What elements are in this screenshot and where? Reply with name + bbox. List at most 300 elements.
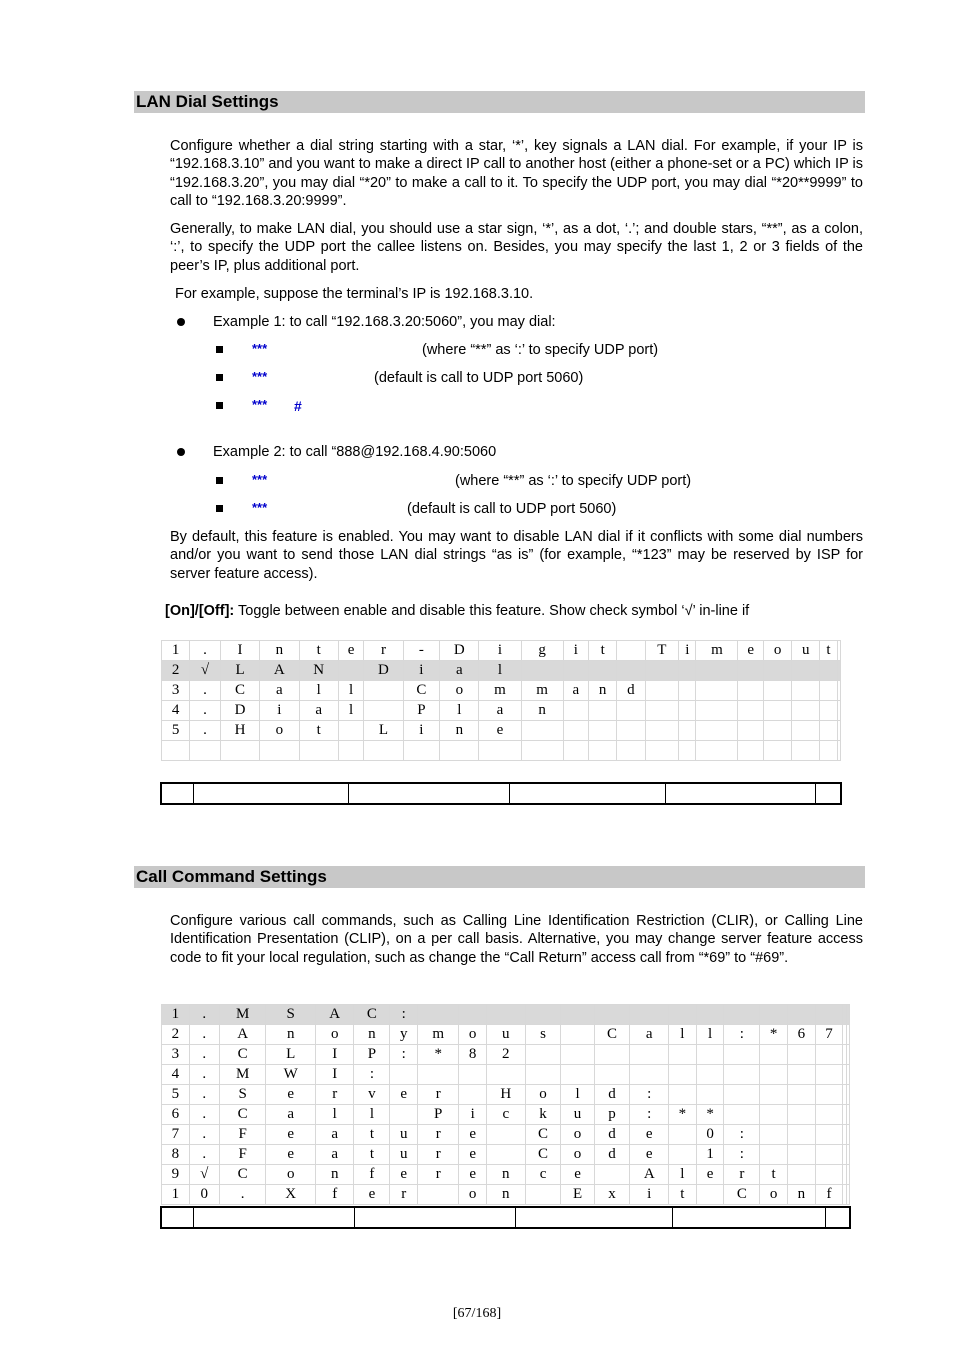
lcd-cell <box>792 721 820 741</box>
lcd-cell: d <box>594 1145 630 1165</box>
lcd-cell <box>760 1085 788 1105</box>
lcd-cell: 7 <box>815 1025 843 1045</box>
lcd-cell <box>487 1005 526 1025</box>
lcd-cell <box>561 1005 594 1025</box>
lcd-cell <box>760 1065 788 1085</box>
lcd-cell: n <box>521 701 563 721</box>
lcd-cell: e <box>390 1165 418 1185</box>
lcd-cell: C <box>219 1105 266 1125</box>
lcd-row <box>162 721 841 741</box>
lcd-cell: r <box>390 1185 418 1205</box>
lcd-cell: P <box>418 1105 459 1125</box>
lcd-row <box>162 1145 850 1165</box>
lcd-cell <box>696 1005 724 1025</box>
lcd-cell <box>792 681 820 701</box>
lcd-cell: : <box>390 1005 418 1025</box>
softkey[interactable] <box>509 784 665 803</box>
lcd-cell <box>525 1045 561 1065</box>
lcd-cell: A <box>219 1025 266 1045</box>
lcd-cell <box>617 641 645 661</box>
lcd-cell <box>787 1045 815 1065</box>
lcd-cell: r <box>418 1085 459 1105</box>
lcd-cell: o <box>561 1125 594 1145</box>
lcd-row <box>162 1085 850 1105</box>
lcd-cell <box>418 1005 459 1025</box>
lcd-cell: r <box>364 641 403 661</box>
lcd-cell: n <box>589 681 617 701</box>
lcd-cell <box>837 681 840 701</box>
softkey[interactable] <box>162 1208 193 1227</box>
lcd-cell: . <box>189 1025 219 1045</box>
lcd-cell <box>669 1005 697 1025</box>
lcd-cell <box>724 1045 760 1065</box>
lcd-cell <box>815 1145 843 1165</box>
lcd-cell <box>792 661 820 681</box>
lcd-cell: 1 <box>162 1185 190 1205</box>
lcd-cell <box>837 721 840 741</box>
lcd-cell: L <box>364 721 403 741</box>
lcd-cell <box>630 1045 669 1065</box>
lcd-cell <box>846 1145 849 1165</box>
section-title-lan-dial: LAN Dial Settings <box>134 91 865 113</box>
lcd-cell <box>738 701 763 721</box>
softkey[interactable] <box>193 1208 354 1227</box>
lcd-cell: A <box>315 1005 354 1025</box>
dial-note: (where “**” as ‘:’ to specify UDP port) <box>455 473 692 489</box>
lcd-cell: : <box>630 1085 669 1105</box>
softkey[interactable] <box>193 784 348 803</box>
lcd-cell: C <box>354 1005 390 1025</box>
lcd-cell: r <box>724 1165 760 1185</box>
lcd-cell: p <box>594 1105 630 1125</box>
lcd-row <box>162 1005 850 1025</box>
lcd-cell <box>815 1005 843 1025</box>
lcd-cell: 7 <box>162 1125 190 1145</box>
lcd-cell: 6 <box>787 1025 815 1045</box>
lcd-cell <box>696 701 738 721</box>
lcd-cell: 8 <box>162 1145 190 1165</box>
lcd-cell: l <box>669 1165 697 1185</box>
lcd-cell: . <box>189 1005 219 1025</box>
lcd-cell: L <box>266 1045 315 1065</box>
lcd-cell: * <box>760 1025 788 1045</box>
lcd-cell: u <box>390 1125 418 1145</box>
lcd-cell <box>760 1145 788 1165</box>
lcd-cell <box>696 721 738 741</box>
lcd-cell <box>837 701 840 721</box>
lcd-cell <box>364 681 403 701</box>
page-number: [67/168] <box>452 1306 502 1321</box>
lcd-cell <box>696 1045 724 1065</box>
lcd-cell: n <box>260 641 299 661</box>
lcd-cell: e <box>479 721 521 741</box>
lcd-cell: . <box>189 1105 219 1125</box>
lcd-cell <box>521 721 563 741</box>
lcd-cell <box>760 1005 788 1025</box>
lcd-cell: l <box>338 681 363 701</box>
lcd-cell: 3 <box>162 1045 190 1065</box>
lcd-cell: a <box>266 1105 315 1125</box>
lcd-cell <box>815 1085 843 1105</box>
lcd-cell <box>390 1105 418 1125</box>
lcd-cell: r <box>418 1125 459 1145</box>
lcd-cell: W <box>266 1065 315 1085</box>
lcd-cell <box>669 1085 697 1105</box>
lcd-cell <box>364 741 403 761</box>
dial-code: *** <box>252 341 268 356</box>
lcd-cell: u <box>487 1025 526 1045</box>
bullet-square-icon <box>216 374 223 381</box>
lcd-cell <box>815 1125 843 1145</box>
lcd-cell <box>479 741 521 761</box>
lcd-cell: . <box>219 1185 266 1205</box>
lcd-cell: f <box>315 1185 354 1205</box>
lcd-cell <box>594 1165 630 1185</box>
lcd-cell: k <box>525 1105 561 1125</box>
lcd-cell <box>617 701 645 721</box>
lcd-cell <box>487 1065 526 1085</box>
lcd-cell <box>459 1085 487 1105</box>
lcd-cell: - <box>403 641 440 661</box>
lcd-cell: C <box>403 681 440 701</box>
dial-code: *** <box>252 500 268 515</box>
lcd-cell: 5 <box>162 721 190 741</box>
lcd-cell <box>815 1165 843 1185</box>
lcd-cell: M <box>219 1065 266 1085</box>
lcd-cell: : <box>390 1045 418 1065</box>
lcd-cell <box>696 681 738 701</box>
lcd-cell: n <box>315 1165 354 1185</box>
lcd-cell <box>820 741 837 761</box>
lcd-cell <box>679 701 696 721</box>
lcd-cell <box>724 1105 760 1125</box>
bullet-square-icon <box>216 346 223 353</box>
lcd-cell: o <box>315 1025 354 1045</box>
lcd-cell: T <box>645 641 679 661</box>
lcd-cell: . <box>190 681 221 701</box>
lcd-cell <box>563 661 588 681</box>
lcd-cell: f <box>815 1185 843 1205</box>
lcd-cell <box>763 681 791 701</box>
lcd-cell: l <box>338 701 363 721</box>
lcd-cell: A <box>630 1165 669 1185</box>
softkey[interactable] <box>515 1208 672 1227</box>
lcd-cell <box>787 1165 815 1185</box>
lcd-cell: i <box>403 721 440 741</box>
lcd-cell <box>390 1065 418 1085</box>
lcd-cell <box>364 701 403 721</box>
lcd-cell: e <box>266 1085 315 1105</box>
lcd-cell: 2 <box>162 1025 190 1045</box>
lcd-cell: e <box>266 1125 315 1145</box>
lcd-cell: i <box>630 1185 669 1205</box>
lcd-cell: f <box>354 1165 390 1185</box>
softkey[interactable] <box>825 1208 849 1227</box>
lcd-cell: o <box>260 721 299 741</box>
lcd-cell: t <box>299 641 338 661</box>
lcd-cell <box>561 1045 594 1065</box>
lcd-cell: 1 <box>696 1145 724 1165</box>
lcd-cell: . <box>189 1125 219 1145</box>
lcd-cell <box>679 661 696 681</box>
lcd-cell <box>738 681 763 701</box>
lcd-cell: l <box>561 1085 594 1105</box>
lcd-cell: a <box>260 681 299 701</box>
onoff-key-label: [On]/[Off]: <box>165 603 235 619</box>
lcd-cell <box>679 721 696 741</box>
lcd-cell <box>299 741 338 761</box>
lcd-cell <box>787 1065 815 1085</box>
lcd-row <box>162 1025 850 1045</box>
lcd-row <box>162 1045 850 1065</box>
lcd-cell: l <box>440 701 479 721</box>
lcd-cell <box>645 661 679 681</box>
lcd-cell: F <box>219 1145 266 1165</box>
lcd-cell <box>162 741 190 761</box>
lcd-cell: n <box>440 721 479 741</box>
lcd-cell: u <box>792 641 820 661</box>
lcd-cell: 1 <box>162 641 190 661</box>
lcd-cell <box>696 1185 724 1205</box>
lcd-cell: l <box>669 1025 697 1045</box>
lcd-cell <box>724 1065 760 1085</box>
lcd-cell: D <box>440 641 479 661</box>
lcd-cell <box>617 741 645 761</box>
lcd-cell <box>630 1065 669 1085</box>
lcd-row <box>162 741 841 761</box>
lcd-cell <box>724 1005 760 1025</box>
lcd-cell: g <box>521 641 563 661</box>
lcd-cell: 1 <box>162 1005 190 1025</box>
lcd-cell: o <box>525 1085 561 1105</box>
lcd-cell: e <box>459 1145 487 1165</box>
lcd-cell: l <box>479 661 521 681</box>
lcd-cell <box>220 741 259 761</box>
lcd-cell <box>679 741 696 761</box>
lcd-cell: d <box>594 1125 630 1145</box>
lcd-cell: I <box>315 1045 354 1065</box>
softkey[interactable] <box>672 1208 825 1227</box>
lcd-cell: √ <box>190 661 221 681</box>
lcd-cell <box>696 741 738 761</box>
lcd-cell: . <box>190 701 221 721</box>
lcd-cell: n <box>787 1185 815 1205</box>
lcd-row <box>162 1185 850 1205</box>
lcd-cell: 8 <box>459 1045 487 1065</box>
lcd-cell: : <box>354 1065 390 1085</box>
lcd-cell: √ <box>189 1165 219 1185</box>
lcd-row <box>162 681 841 701</box>
lcd-cell <box>563 721 588 741</box>
lcd-cell: . <box>189 1065 219 1085</box>
lcd-cell: a <box>315 1125 354 1145</box>
lcd-cell <box>418 1065 459 1085</box>
lcd-cell <box>589 741 617 761</box>
lcd-cell <box>525 1185 561 1205</box>
lcd-cell: t <box>354 1145 390 1165</box>
lcd-cell <box>525 1065 561 1085</box>
softkey[interactable] <box>665 784 815 803</box>
lcd-cell <box>820 721 837 741</box>
lcd-cell <box>763 721 791 741</box>
lcd-cell: d <box>594 1085 630 1105</box>
lcd-cell: S <box>266 1005 315 1025</box>
lcd-cell <box>190 741 221 761</box>
lcd-cell: s <box>525 1025 561 1045</box>
lcd-cell <box>440 741 479 761</box>
lcd-cell <box>338 721 363 741</box>
lcd-cell: i <box>260 701 299 721</box>
lcd-cell: o <box>459 1185 487 1205</box>
lcd-cell: c <box>487 1105 526 1125</box>
lcd-cell: a <box>315 1145 354 1165</box>
lcd-cell: a <box>479 701 521 721</box>
lcd-cell <box>787 1005 815 1025</box>
lcd-cell <box>521 661 563 681</box>
lcd-cell: a <box>630 1025 669 1045</box>
lcd-cell: I <box>220 641 259 661</box>
lcd-cell: o <box>763 641 791 661</box>
lcd-cell <box>787 1125 815 1145</box>
lcd-cell: C <box>220 681 259 701</box>
lcd-cell: : <box>724 1125 760 1145</box>
lcd-cell <box>846 1185 849 1205</box>
lcd-cell <box>669 1065 697 1085</box>
lcd-cell: l <box>696 1025 724 1045</box>
lcd-cell: l <box>354 1105 390 1125</box>
lcd-cell: 4 <box>162 1065 190 1085</box>
onoff-description <box>165 602 749 620</box>
lcd-row <box>162 1125 850 1145</box>
lcd-screen-lan-menu <box>161 640 841 761</box>
lcd-cell: H <box>487 1085 526 1105</box>
softkey[interactable] <box>815 784 840 803</box>
lan-para-3: By default, this feature is enabled. You may want to disable LAN dial if it conflicts with some dial numbers and/or you want to send those LAN dial strings “as is” (for example, “*123” may be reserved by ISP for server feature access). <box>170 529 863 582</box>
lcd-cell: 3 <box>162 681 190 701</box>
lcd-cell: l <box>315 1105 354 1125</box>
lcd-cell: D <box>364 661 403 681</box>
lcd-cell: 9 <box>162 1165 190 1185</box>
lcd-cell: 4 <box>162 701 190 721</box>
lcd-cell: D <box>220 701 259 721</box>
lcd-cell: . <box>190 641 221 661</box>
lcd-cell: C <box>724 1185 760 1205</box>
lcd-cell <box>645 701 679 721</box>
lcd-cell <box>645 681 679 701</box>
lcd-cell <box>792 741 820 761</box>
lcd-cell: e <box>630 1125 669 1145</box>
lcd-cell: e <box>630 1145 669 1165</box>
lcd-cell <box>338 661 363 681</box>
lcd-cell <box>679 681 696 701</box>
lcd-cell <box>669 1125 697 1145</box>
lcd-cell: t <box>820 641 837 661</box>
lcd-cell <box>630 1005 669 1025</box>
lcd-cell: 6 <box>162 1105 190 1125</box>
lcd-cell: c <box>525 1165 561 1185</box>
lcd-cell <box>760 1125 788 1145</box>
lcd-cell: 0 <box>189 1185 219 1205</box>
lcd-cell <box>846 1065 849 1085</box>
lcd-cell: . <box>189 1085 219 1105</box>
lcd-cell <box>760 1105 788 1125</box>
lcd-cell: o <box>266 1165 315 1185</box>
lcd-cell: x <box>594 1185 630 1205</box>
lcd-cell <box>738 741 763 761</box>
lcd-cell: r <box>418 1145 459 1165</box>
lcd-cell: F <box>219 1125 266 1145</box>
example-intro: For example, suppose the terminal’s IP is 192.168.3.10. <box>175 286 534 302</box>
lcd-cell: o <box>760 1185 788 1205</box>
lcd-cell <box>645 741 679 761</box>
lcd-cell: t <box>354 1125 390 1145</box>
example2-label: Example 2: to call “888@192.168.4.90:5060 <box>213 444 497 460</box>
bullet-square-icon <box>216 505 223 512</box>
onoff-text: Toggle between enable and disable this feature. Show check symbol ‘√’ in-line if <box>234 603 750 619</box>
lcd-cell: : <box>630 1105 669 1125</box>
lcd-cell: : <box>724 1025 760 1045</box>
lcd-cell <box>589 701 617 721</box>
lcd-cell: * <box>418 1045 459 1065</box>
lcd-cell: e <box>459 1165 487 1185</box>
lcd-cell: o <box>459 1025 487 1045</box>
lcd-cell: : <box>724 1145 760 1165</box>
dial-code: *** <box>252 472 268 487</box>
lcd-cell <box>738 721 763 741</box>
lcd-cell <box>792 701 820 721</box>
lcd-cell: 2 <box>162 661 190 681</box>
lcd-cell: I <box>315 1065 354 1085</box>
lcd-cell: . <box>189 1045 219 1065</box>
lcd-cell: e <box>696 1165 724 1185</box>
lcd-cell <box>763 661 791 681</box>
softkey[interactable] <box>162 784 193 803</box>
softkey[interactable] <box>348 784 509 803</box>
lcd-cell: . <box>190 721 221 741</box>
lcd-cell <box>617 721 645 741</box>
lcd-cell <box>561 1025 594 1045</box>
dial-note: (default is call to UDP port 5060) <box>374 370 584 386</box>
dial-code: *** <box>252 369 268 384</box>
lcd-cell: 5 <box>162 1085 190 1105</box>
lcd-cell <box>696 661 738 681</box>
lcd-row <box>162 701 841 721</box>
bullet-square-icon <box>216 477 223 484</box>
lcd-cell <box>338 741 363 761</box>
lcd-cell <box>763 741 791 761</box>
lcd-cell <box>459 1065 487 1085</box>
lcd-cell <box>487 1145 526 1165</box>
lcd-cell: u <box>561 1105 594 1125</box>
lcd-cell: t <box>589 641 617 661</box>
dial-note: (default is call to UDP port 5060) <box>407 501 617 517</box>
lcd-cell <box>260 741 299 761</box>
lcd-cell <box>837 741 840 761</box>
lcd-cell: o <box>440 681 479 701</box>
lcd-cell <box>418 1185 459 1205</box>
lcd-cell: M <box>219 1005 266 1025</box>
lcd-cell <box>589 661 617 681</box>
lcd-cell: S <box>219 1085 266 1105</box>
lcd-cell <box>563 741 588 761</box>
lcd-cell: P <box>403 701 440 721</box>
lcd-cell: X <box>266 1185 315 1205</box>
lcd-cell: n <box>487 1185 526 1205</box>
lcd-cell <box>787 1105 815 1125</box>
softkey[interactable] <box>354 1208 515 1227</box>
lcd-cell: * <box>669 1105 697 1125</box>
lcd-cell <box>738 661 763 681</box>
